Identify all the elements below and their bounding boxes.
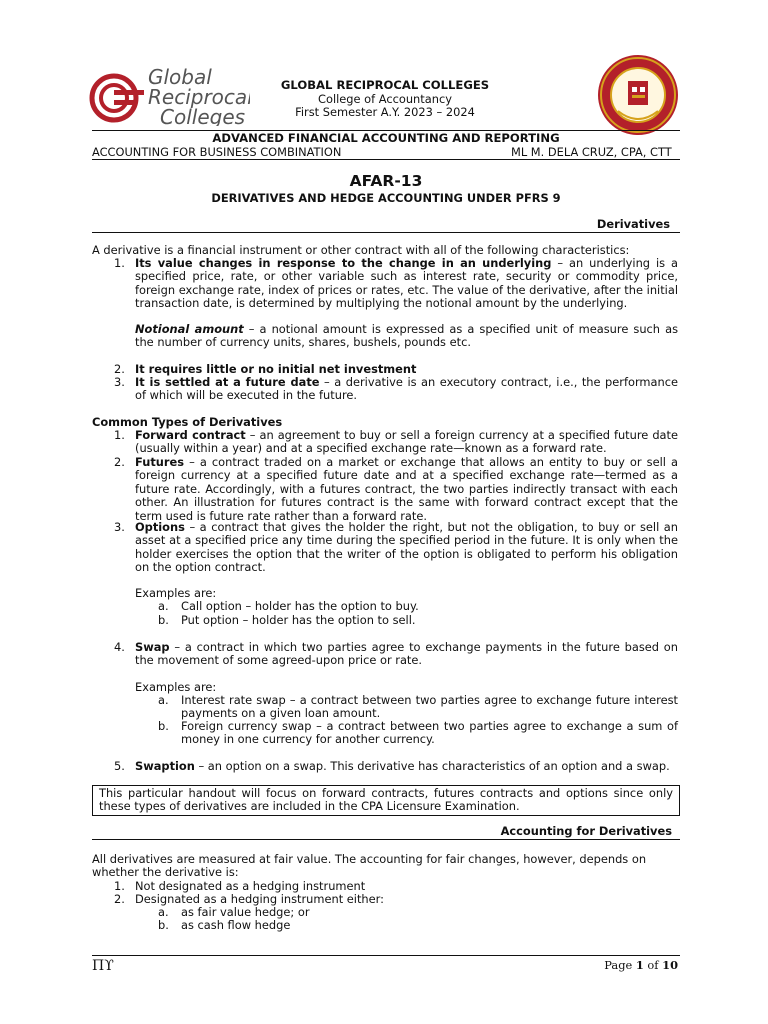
sub-letter: a. — [158, 599, 169, 613]
list-number: 5. — [114, 759, 125, 773]
list-number: 1. — [114, 428, 125, 442]
type-options-text: – a contract that gives the holder the right, but not the obligation, to buy or sell an asset at a specified price any time during the specified period in the future. It is only when the holder exercises the option that the writer of the option is obligated to perform his obligation on the option contract. — [135, 520, 678, 575]
not-designated: Not designated as a hedging instrument — [135, 879, 366, 893]
type-futures — [135, 456, 678, 523]
type-futures-head: Futures — [135, 455, 184, 469]
foreign-currency-swap: Foreign currency swap – a contract between two parties agree to exchange a sum of money in one currency for another currency. — [181, 719, 678, 747]
examples-label: Examples are: — [135, 586, 217, 600]
characteristic-1 — [135, 257, 678, 311]
sub-letter: a. — [158, 905, 169, 919]
doc-subtitle: DERIVATIVES AND HEDGE ACCOUNTING UNDER PFRS 9 — [211, 191, 561, 205]
sub-letter: b. — [158, 918, 169, 932]
sub-letter: a. — [158, 693, 169, 707]
page-number: 1 — [635, 958, 644, 972]
semester: First Semester A.Y. 2023 – 2024 — [295, 105, 475, 119]
header-rule-2 — [92, 159, 680, 160]
institution-name: GLOBAL RECIPROCAL COLLEGES — [280, 78, 490, 92]
type-futures-text: – a contract traded on a market or exchange that allows an entity to buy or sell a foreign currency at a specified future date and at a specified exchange rate—termed as a future rate. Accordingly, with a futures contract, the two parties indirectly transact with each other. An illustration for futures contract is the same with forward contract except that the term used is future rate rather than a forward rate. — [135, 455, 678, 523]
footer-mark: Πϒ — [92, 958, 114, 974]
logo-text-1: Global — [148, 65, 212, 89]
intro-paragraph: A derivative is a financial instrument or other contract with all of the following characteristics: — [92, 243, 630, 257]
college-seal — [596, 53, 680, 137]
notional-text: – a notional amount is expressed as a specified unit of measure such as the number of currency units, shares, bushels, pounds etc. — [135, 322, 679, 350]
type-swap-text: – a contract in which two parties agree to exchange payments in the future based on the movement of some agreed-upon price or rate. — [135, 640, 678, 668]
cash-flow-hedge: as cash flow hedge — [181, 918, 291, 932]
page-prefix: Page — [604, 958, 636, 972]
characteristic-3-head: It is settled at a future date — [135, 375, 320, 389]
interest-rate-swap: Interest rate swap – a contract between two parties agree to exchange future interest payments on a given loan amount. — [181, 693, 678, 721]
notional-head: Notional amount — [135, 322, 244, 336]
type-swaption — [135, 760, 678, 773]
accounting-intro: All derivatives are measured at fair value. The accounting for fair changes, however, depends on whether the derivative is: — [92, 852, 647, 880]
college-name: College of Accountancy — [318, 92, 452, 106]
type-swaption-head: Swaption — [135, 759, 195, 773]
doc-code: AFAR-13 — [349, 172, 423, 190]
characteristic-3 — [135, 376, 678, 403]
topic: ACCOUNTING FOR BUSINESS COMBINATION — [92, 145, 342, 159]
type-swap-head: Swap — [135, 640, 170, 654]
type-forward — [135, 429, 678, 456]
section-heading-derivatives: Derivatives — [596, 217, 670, 231]
characteristic-2: It requires little or no initial net investment — [135, 362, 417, 376]
type-options-head: Options — [135, 520, 185, 534]
list-number: 2. — [114, 892, 125, 906]
list-number: 1. — [114, 879, 125, 893]
characteristic-1-text: – an underlying is a specified price, rate, or other variable such as interest rate, security or commodity price, foreign exchange rate, index of prices or rates, etc. The value of the derivative, after the initial transaction date, is determined by multiplying the notional amount by the underlying. — [135, 256, 678, 311]
logo-text-2: Reciprocal — [148, 85, 250, 109]
list-number: 3. — [114, 520, 125, 534]
common-types-heading: Common Types of Derivatives — [92, 415, 283, 429]
section-heading-accounting: Accounting for Derivatives — [500, 824, 672, 838]
characteristic-3-text: – a derivative is an executory contract, i.e., the performance of which will be executed in the future. — [135, 375, 678, 403]
note-box: This particular handout will focus on forward contracts, futures contracts and options since only these types of derivatives are included in the CPA Licensure Examination. — [92, 785, 680, 816]
examples-label: Examples are: — [135, 680, 217, 694]
instructor: ML M. DELA CRUZ, CPA, CTT — [511, 145, 672, 159]
college-logo — [88, 64, 250, 126]
list-number: 2. — [114, 455, 125, 469]
list-number: 3. — [114, 375, 125, 389]
sub-letter: b. — [158, 613, 169, 627]
fair-value-hedge: as fair value hedge; or — [181, 905, 310, 919]
page-of: of — [643, 958, 663, 972]
list-number: 2. — [114, 362, 125, 376]
designated: Designated as a hedging instrument either: — [135, 892, 384, 906]
list-number: 1. — [114, 256, 125, 270]
page-indicator — [604, 958, 678, 972]
list-number: 4. — [114, 640, 125, 654]
type-forward-text: – an agreement to buy or sell a foreign currency at a specified future date (usually within a year) and at a specified exchange rate—known as a forward rate. — [135, 428, 679, 456]
put-option: Put option – holder has the option to sell. — [181, 613, 416, 627]
characteristic-1-head: Its value changes in response to the change in an underlying — [135, 256, 552, 270]
section-rule-1 — [92, 232, 680, 233]
seal-icon — [596, 53, 680, 137]
sub-letter: b. — [158, 719, 169, 733]
type-forward-head: Forward contract — [135, 428, 246, 442]
logo-mark-icon — [88, 64, 250, 126]
notional-amount — [135, 323, 678, 350]
call-option: Call option – holder has the option to buy. — [181, 599, 419, 613]
type-options — [135, 521, 678, 575]
section-rule-2 — [92, 839, 680, 840]
course-title: ADVANCED FINANCIAL ACCOUNTING AND REPORTING — [212, 131, 560, 145]
page-total: 10 — [662, 958, 678, 972]
type-swap — [135, 641, 678, 668]
footer-rule — [92, 955, 680, 956]
logo-text-3: Colleges — [160, 105, 246, 126]
type-swaption-text: – an option on a swap. This derivative has characteristics of an option and a swap. — [194, 759, 670, 773]
